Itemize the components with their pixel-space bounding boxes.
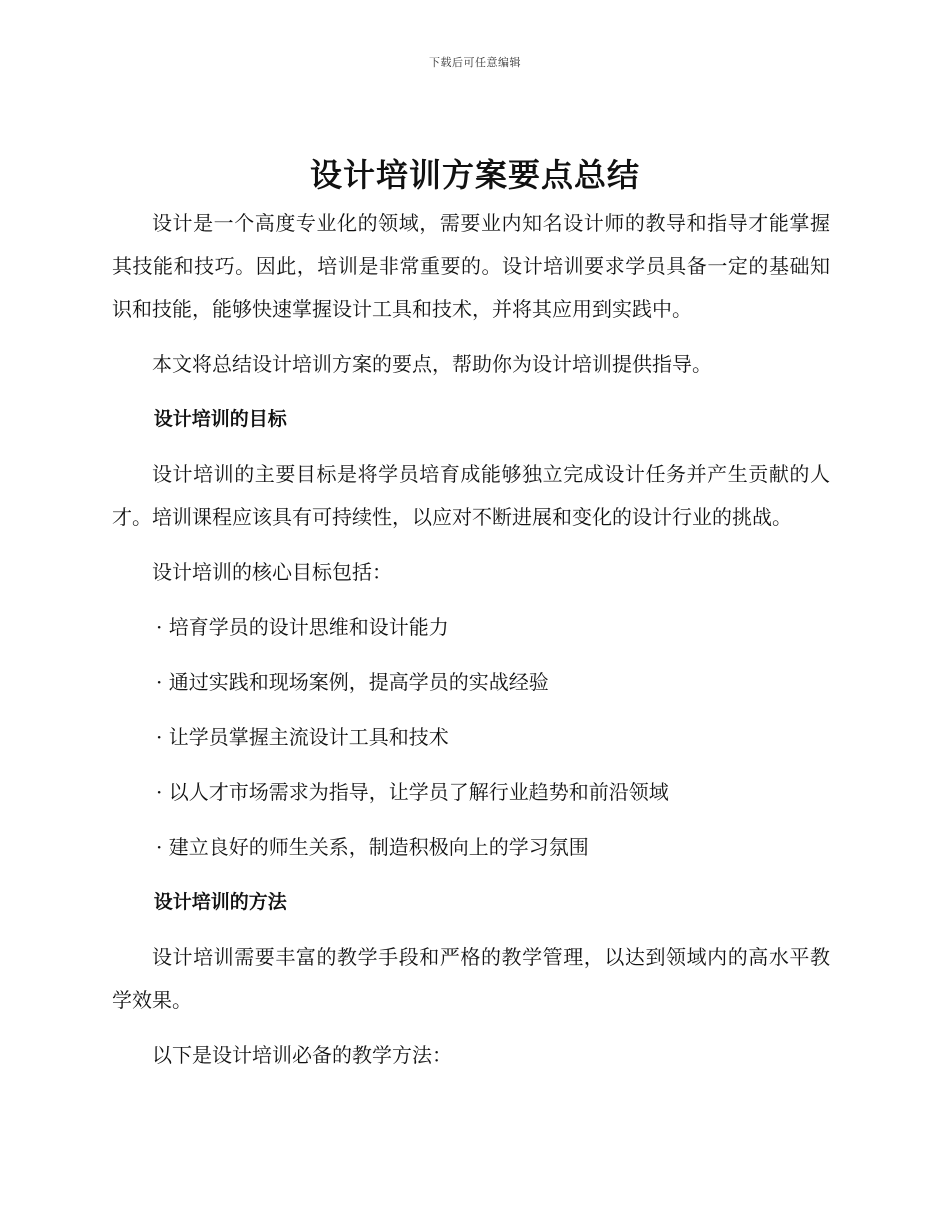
methods-paragraph-2: 以下是设计培训必备的教学方法：	[152, 1043, 452, 1067]
goals-paragraph-2: 设计培训的核心目标包括：	[152, 560, 392, 584]
document-body	[112, 202, 830, 1089]
list-item: · 建立良好的师生关系，制造积极向上的学习氛围	[156, 835, 589, 859]
goals-paragraph-1: 设计培训的主要目标是将学员培育成能够独立完成设计任务并产生贡献的人才。培训课程应该具有可持续性，以应对不断进展和变化的设计行业的挑战。	[112, 462, 830, 529]
document-title: 设计培训方案要点总结	[309, 156, 640, 194]
intro-paragraph-1: 设计是一个高度专业化的领域，需要业内知名设计师的教导和指导才能掌握其技能和技巧。因此，培训是非常重要的。设计培训要求学员具备一定的基础知识和技能，能够快速掌握设计工具和技术，并将其应用到实践中。	[112, 211, 830, 321]
section-heading-methods: 设计培训的方法	[153, 891, 287, 913]
intro-paragraph-2: 本文将总结设计培训方案的要点，帮助你为设计培训提供指导。	[152, 352, 712, 376]
list-item: · 培育学员的设计思维和设计能力	[156, 615, 449, 639]
header-note: 下载后可任意编辑	[429, 56, 521, 69]
list-item: · 以人才市场需求为指导，让学员了解行业趋势和前沿领域	[156, 780, 669, 804]
list-item: · 通过实践和现场案例，提高学员的实战经验	[156, 670, 549, 694]
list-item: · 让学员掌握主流设计工具和技术	[156, 725, 449, 749]
section-heading-goals: 设计培训的目标	[153, 408, 287, 430]
methods-paragraph-1: 设计培训需要丰富的教学手段和严格的教学管理，以达到领域内的高水平教学效果。	[112, 945, 830, 1012]
